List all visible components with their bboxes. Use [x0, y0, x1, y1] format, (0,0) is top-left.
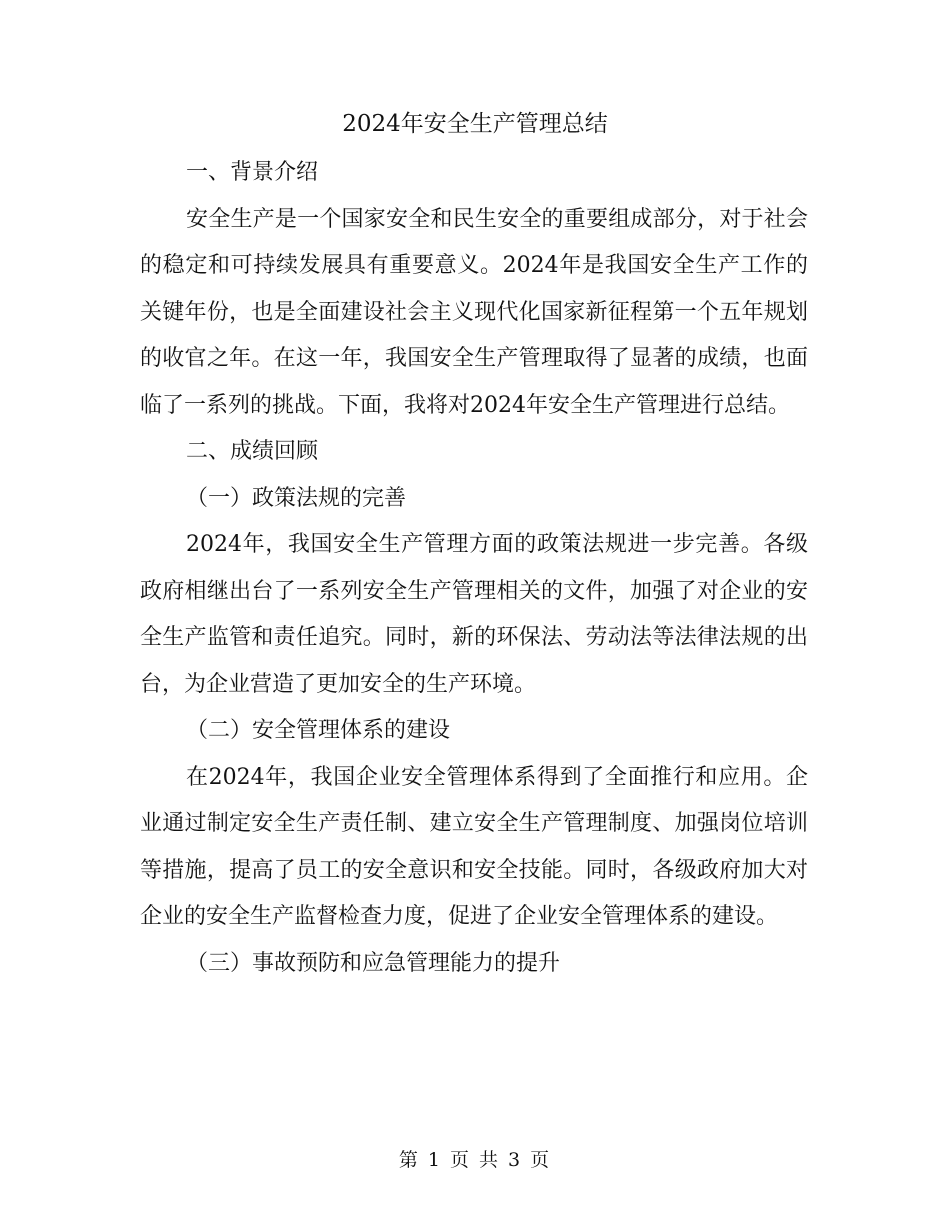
- document-title: 2024年安全生产管理总结: [342, 111, 608, 137]
- document-body: [140, 150, 808, 987]
- section-heading-background: 一、背景介绍: [186, 160, 319, 185]
- page-number-footer: 第 1 页 共 3 页: [398, 1149, 552, 1171]
- paragraph-policy-regulations: 2024年，我国安全生产管理方面的政策法规进一步完善。各级政府相继出台了一系列安全生产管理相关的文件，加强了对企业的安全生产监管和责任追究。同时，新的环保法、劳动法等法律法规的出台，为企业营造了更加安全的生产环境。: [140, 532, 808, 697]
- paragraph-background: 安全生产是一个国家安全和民生安全的重要组成部分，对于社会的稳定和可持续发展具有重要意义。2024年是我国安全生产工作的关键年份，也是全面建设社会主义现代化国家新征程第一个五年规划的收官之年。在这一年，我国安全生产管理取得了显著的成绩，也面临了一系列的挑战。下面，我将对2024年安全生产管理进行总结。: [140, 206, 808, 418]
- paragraph-safety-system: 在2024年，我国企业安全管理体系得到了全面推行和应用。企业通过制定安全生产责任制、建立安全生产管理制度、加强岗位培训等措施，提高了员工的安全意识和安全技能。同时，各级政府加大对企业的安全生产监督检查力度，促进了企业安全管理体系的建设。: [140, 764, 808, 929]
- subheading-accident-prevention: （三）事故预防和应急管理能力的提升: [186, 950, 561, 976]
- section-heading-achievements: 二、成绩回顾: [186, 439, 319, 464]
- subheading-safety-system: （二）安全管理体系的建设: [186, 718, 451, 743]
- subheading-policy-regulations: （一）政策法规的完善: [186, 485, 407, 511]
